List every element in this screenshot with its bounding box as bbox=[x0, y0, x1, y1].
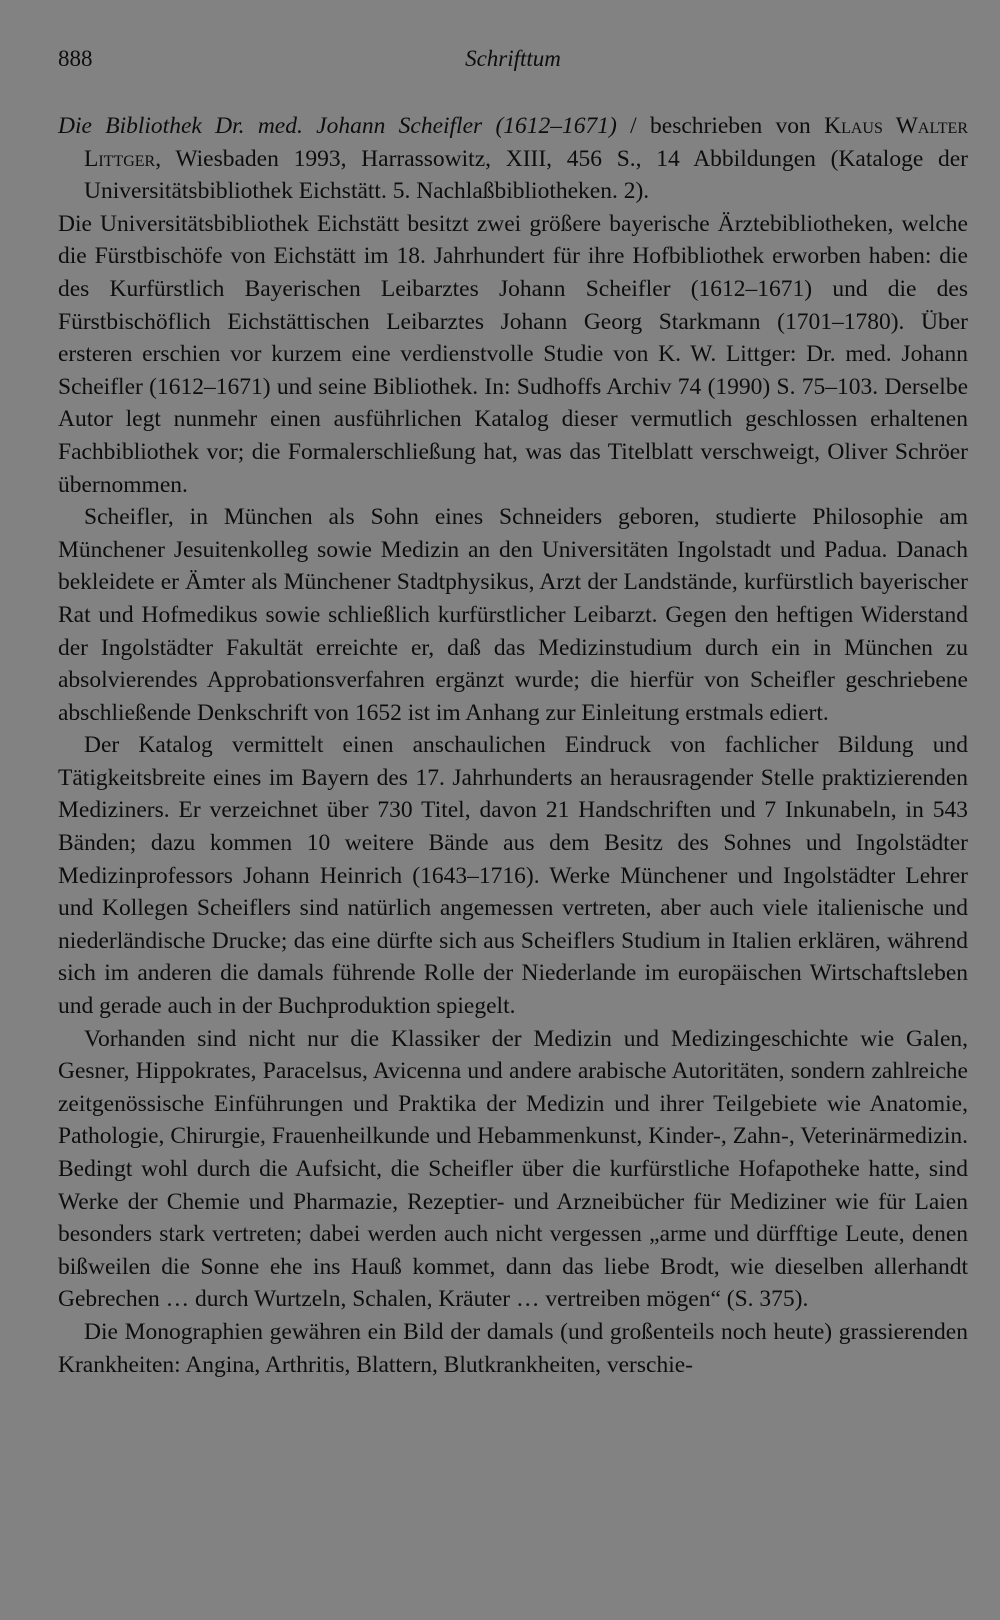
paragraph: Die Monographien gewähren ein Bild der damals (und großenteils noch heute) grassierenden Krankheiten: Angina, Arthritis, Blattern, Blutkrankheiten, verschie- bbox=[58, 1318, 968, 1378]
page-number: 888 bbox=[58, 46, 93, 71]
review-entry bbox=[58, 110, 968, 1381]
page bbox=[58, 40, 968, 1600]
running-title: Schrifttum bbox=[465, 46, 561, 71]
publication-details: , Wiesbaden 1993, Harrassowitz, XIII, 456 S., 14 Abbildungen (Kataloge der Universitätsbibliothek Eichstätt. 5. Nachlaßbibliotheken. 2). bbox=[84, 145, 968, 205]
running-head bbox=[58, 40, 968, 80]
book-title: Die Bibliothek Dr. med. Johann Scheifler (1612–1671) bbox=[58, 113, 617, 139]
paragraph: Vorhanden sind nicht nur die Klassiker der Medizin und Medizingeschichte wie Galen, Gesner, Hippokrates, Paracelsus, Avicenna und andere arabische Autoritäten, sondern zahlreiche zeitgenössische Einführungen und Praktika der Medizin und ihrer Teilgebiete wie Anatomie, Pathologie, Chirurgie, Frauenheilkunde und Hebammenkunst, Kinder-, Zahn-, Veterinärmedizin. Bedingt wohl durch die Aufsicht, die Scheifler über die kurfürstliche Hofapotheke hatte, sind Werke der Chemie und Pharmazie, Rezeptier- und Arzneibücher für Mediziner wie für Laien besonders stark vertreten; dabei werden auch nicht vergessen „arme und dürfftige Leute, denen bißweilen die Sonne ehe ins Hauß kommet, dann das liebe Brodt, wie dieselben allerhandt Gebrechen … durch Wurtzeln, Schalen, Kräuter … vertreiben mögen“ (S. 375). bbox=[58, 1025, 968, 1313]
described-by: / beschrieben von bbox=[616, 113, 825, 139]
paragraph: Der Katalog vermittelt einen anschaulichen Eindruck von fachlicher Bildung und Tätigkeitsbreite eines im Bayern des 17. Jahrhunderts an herausragender Stelle praktizierenden Mediziners. Er verzeichnet über 730 Titel, davon 21 Handschriften und 7 Inkunabeln, in 543 Bänden; dazu kommen 10 weitere Bände aus dem Besitz des Sohnes und Ingolstädter Medizinprofessors Johann Heinrich (1643–1716). Werke Münchener und Ingolstädter Lehrer und Kollegen Scheiflers sind natürlich angemessen vertreten, aber auch viele italienische und niederländische Drucke; das eine dürfte sich aus Scheiflers Studium in Italien erklären, während sich im anderen die damals führende Rolle der Niederlande im europäischen Wirtschaftsleben und gerade auch in der Buchproduktion spiegelt. bbox=[58, 732, 968, 1020]
paragraph: Scheifler, in München als Sohn eines Schneiders geboren, studierte Philosophie am Münchener Jesuitenkolleg sowie Medizin an den Universitäten Ingolstadt und Padua. Danach bekleidete er Ämter als Münchener Stadtphysikus, Arzt der Landstände, kurfürstlich bayerischer Rat und Hofmedikus sowie schließlich kurfürstlicher Leibarzt. Gegen den heftigen Widerstand der Ingolstädter Fakultät erreichte er, daß das Medizinstudium durch ein in München zu absolvierendes Approbationsverfahren ergänzt wurde; die hierfür von Scheifler geschriebene abschließende Denkschrift von 1652 ist im Anhang zur Einleitung erstmals ediert. bbox=[58, 504, 968, 726]
paragraph: Die Universitätsbibliothek Eichstätt besitzt zwei größere bayerische Ärztebibliotheken, welche die Fürstbischöfe von Eichstätt im 18. Jahrhundert für ihre Hofbibliothek erworben haben: die des Kurfürstlich Bayerischen Leibarztes Johann Scheifler (1612–1671) und die des Fürstbischöflich Eichstättischen Leibarztes Johann Georg Starkmann (1701–1780). Über ersteren erschien vor kurzem eine verdienstvolle Studie von K. W. Littger: Dr. med. Johann Scheifler (1612–1671) und seine Bibliothek. In: Sudhoffs Archiv 74 (1990) S. 75–103. Derselbe Autor legt nunmehr einen ausführlichen Katalog dieser vermutlich geschlossen erhaltenen Fachbibliothek vor; die Formalerschließung hat, was das Titelblatt verschweigt, Oliver Schröer übernommen. bbox=[58, 210, 968, 498]
citation bbox=[58, 110, 968, 208]
author: Klaus Walter Littger bbox=[84, 113, 969, 172]
